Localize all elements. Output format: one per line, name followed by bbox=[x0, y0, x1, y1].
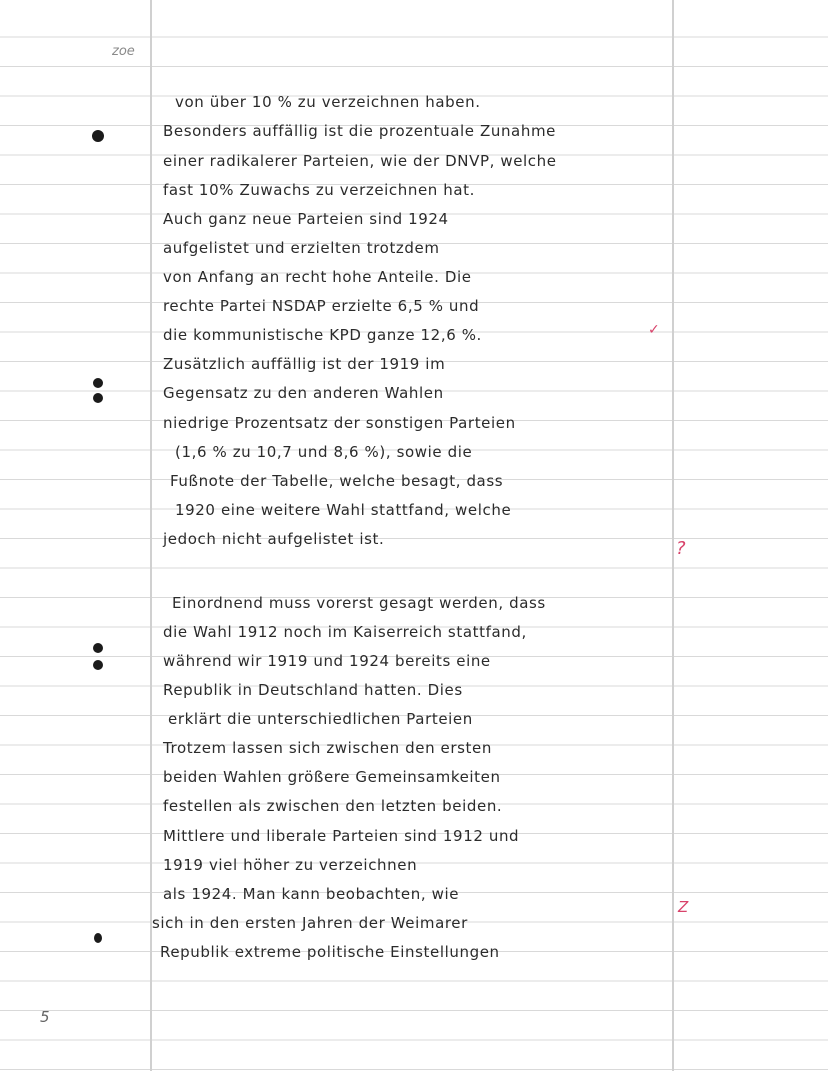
punch-hole bbox=[93, 643, 103, 653]
check-mark: ✓ bbox=[648, 322, 660, 338]
left-margin-line bbox=[150, 0, 152, 1071]
text-line: Besonders auffällig ist die prozentuale Zunahme bbox=[163, 122, 556, 140]
text-line: die Wahl 1912 noch im Kaiserreich stattfand, bbox=[163, 623, 527, 641]
punch-hole bbox=[94, 933, 102, 943]
text-line: festellen als zwischen den letzten beiden. bbox=[163, 797, 503, 815]
text-line: als 1924. Man kann beobachten, wie bbox=[163, 885, 460, 903]
text-line: beiden Wahlen größere Gemeinsamkeiten bbox=[163, 768, 501, 786]
corner-note: zoe bbox=[112, 44, 135, 59]
text-line: Republik extreme politische Einstellungen bbox=[160, 943, 500, 961]
text-line: von Anfang an recht hohe Anteile. Die bbox=[163, 268, 472, 286]
text-line: sich in den ersten Jahren der Weimarer bbox=[152, 914, 468, 932]
text-line: während wir 1919 und 1924 bereits eine bbox=[163, 652, 491, 670]
text-line: aufgelistet und erzielten trotzdem bbox=[163, 239, 440, 257]
punch-hole bbox=[93, 393, 103, 403]
text-line: Zusätzlich auffällig ist der 1919 im bbox=[163, 355, 446, 373]
text-line: Gegensatz zu den anderen Wahlen bbox=[163, 384, 444, 402]
page-number: 5 bbox=[40, 1008, 50, 1026]
text-line: einer radikalerer Parteien, wie der DNVP, welche bbox=[163, 152, 557, 170]
text-line: Republik in Deutschland hatten. Dies bbox=[163, 681, 463, 699]
punch-hole bbox=[92, 130, 104, 142]
text-line: die kommunistische KPD ganze 12,6 %. bbox=[163, 326, 482, 344]
right-margin-line bbox=[672, 0, 674, 1071]
text-line: fast 10% Zuwachs zu verzeichnen hat. bbox=[163, 181, 476, 199]
text-line: Trotzem lassen sich zwischen den ersten bbox=[163, 739, 492, 757]
text-line: Einordnend muss vorerst gesagt werden, dass bbox=[172, 594, 546, 612]
text-line: von über 10 % zu verzeichnen haben. bbox=[175, 93, 481, 111]
text-line: jedoch nicht aufgelistet ist. bbox=[163, 530, 385, 548]
text-line: 1919 viel höher zu verzeichnen bbox=[163, 856, 418, 874]
margin-question-mark: ? bbox=[676, 538, 686, 559]
text-line: (1,6 % zu 10,7 und 8,6 %), sowie die bbox=[175, 443, 473, 461]
text-line: erklärt die unterschiedlichen Parteien bbox=[168, 710, 473, 728]
text-line: 1920 eine weitere Wahl stattfand, welche bbox=[175, 501, 512, 519]
text-line: niedrige Prozentsatz der sonstigen Parteien bbox=[163, 414, 516, 432]
text-line: rechte Partei NSDAP erzielte 6,5 % und bbox=[163, 297, 480, 315]
punch-hole bbox=[93, 660, 103, 670]
margin-z-mark: Z bbox=[678, 898, 689, 916]
text-line: Fußnote der Tabelle, welche besagt, dass bbox=[170, 472, 504, 490]
text-line: Auch ganz neue Parteien sind 1924 bbox=[163, 210, 449, 228]
punch-hole bbox=[93, 378, 103, 388]
text-line: Mittlere und liberale Parteien sind 1912 und bbox=[163, 827, 520, 845]
